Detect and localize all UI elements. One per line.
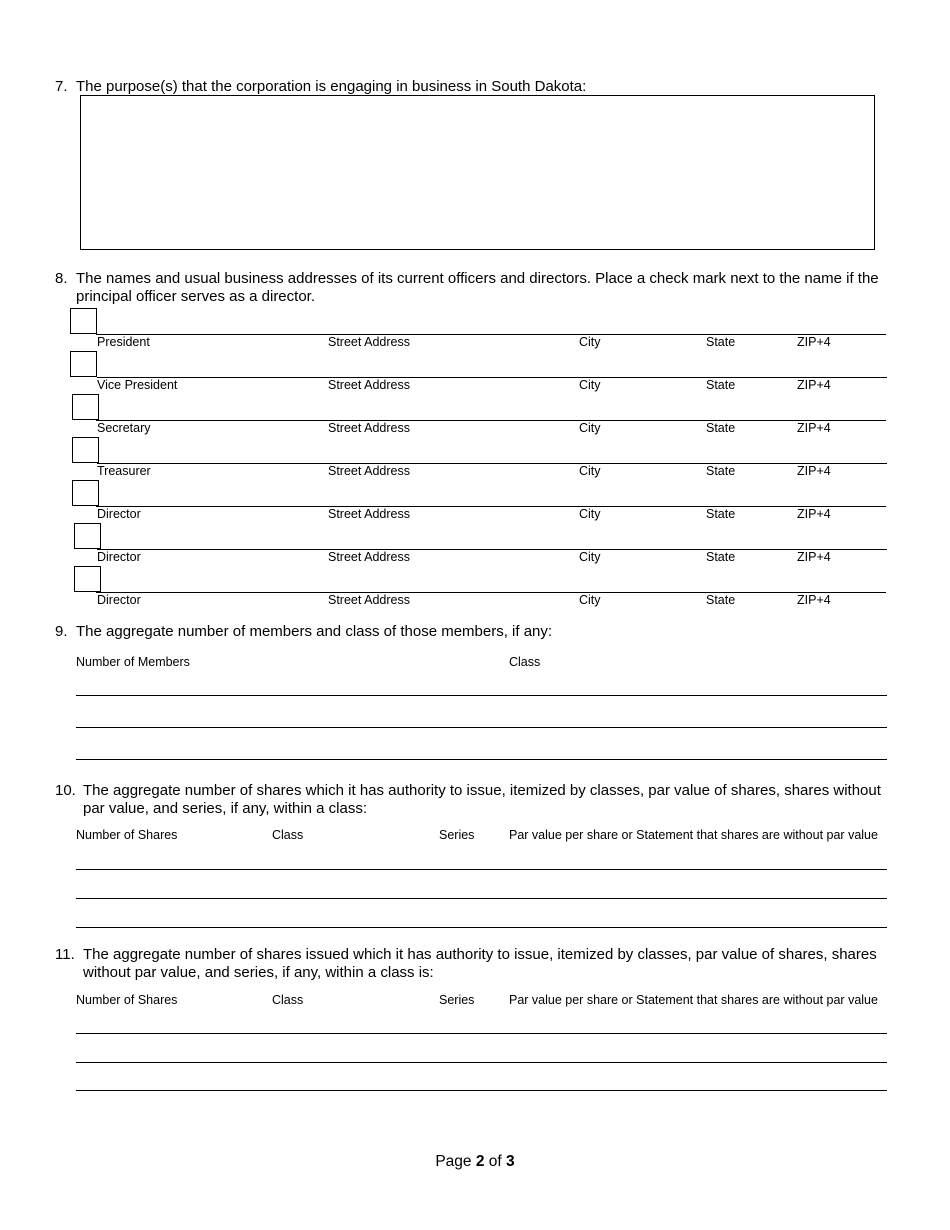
city-label: City xyxy=(579,464,601,478)
officer-row-line[interactable] xyxy=(97,549,887,550)
q11-series-header: Series xyxy=(439,993,475,1007)
footer-page-word: Page xyxy=(435,1153,472,1170)
street-address-label: Street Address xyxy=(328,378,410,392)
zip-label: ZIP+4 xyxy=(797,378,831,392)
question-9-number: 9. xyxy=(55,623,68,640)
director-checkbox[interactable] xyxy=(72,394,99,420)
question-9-text: The aggregate number of members and class of those members, if any: xyxy=(76,623,553,640)
director-checkbox[interactable] xyxy=(70,308,97,334)
zip-label: ZIP+4 xyxy=(797,421,831,435)
question-8 xyxy=(55,270,895,310)
q10-line-3[interactable] xyxy=(76,927,887,928)
q11-line-2[interactable] xyxy=(76,1062,887,1063)
director-checkbox[interactable] xyxy=(72,437,99,463)
city-label: City xyxy=(579,335,601,349)
q10-line-1[interactable] xyxy=(76,869,887,870)
footer-of-word: of xyxy=(488,1153,502,1170)
question-11-text: The aggregate number of shares issued which it has authority to issue, itemized by classes, par value of shares, shares without par value, and series, if any, within a class is: xyxy=(83,946,877,981)
street-address-label: Street Address xyxy=(328,507,410,521)
zip-label: ZIP+4 xyxy=(797,550,831,564)
question-9 xyxy=(55,623,895,643)
state-label: State xyxy=(706,550,736,564)
members-line-3[interactable] xyxy=(76,759,887,760)
officer-role-label: Director xyxy=(97,593,141,607)
q10-par-header: Par value per share or Statement that shares are without par value xyxy=(509,828,878,842)
officer-role-label: Treasurer xyxy=(97,464,151,478)
zip-label: ZIP+4 xyxy=(797,335,831,349)
officer-role-label: Director xyxy=(97,507,141,521)
members-class-header: Class xyxy=(509,655,541,669)
question-10-number: 10. xyxy=(55,782,76,799)
q11-par-header: Par value per share or Statement that shares are without par value xyxy=(509,993,878,1007)
officer-row-line[interactable] xyxy=(96,420,886,421)
q11-class-header: Class xyxy=(272,993,304,1007)
officer-row-line[interactable] xyxy=(96,592,886,593)
city-label: City xyxy=(579,550,601,564)
city-label: City xyxy=(579,507,601,521)
state-label: State xyxy=(706,378,736,392)
q11-shares-header: Number of Shares xyxy=(76,993,178,1007)
city-label: City xyxy=(579,378,601,392)
zip-label: ZIP+4 xyxy=(797,464,831,478)
q11-line-3[interactable] xyxy=(76,1090,887,1091)
question-10-text: The aggregate number of shares which it has authority to issue, itemized by classes, par value of shares, shares without par value, and series, if any, within a class: xyxy=(83,782,881,817)
zip-label: ZIP+4 xyxy=(797,593,831,607)
director-checkbox[interactable] xyxy=(70,351,97,377)
question-10 xyxy=(55,782,895,822)
question-8-number: 8. xyxy=(55,270,68,287)
officer-row-line[interactable] xyxy=(97,377,887,378)
q10-shares-header: Number of Shares xyxy=(76,828,178,842)
question-11-number: 11. xyxy=(55,946,75,963)
director-checkbox[interactable] xyxy=(74,566,101,592)
state-label: State xyxy=(706,507,736,521)
question-7-number: 7. xyxy=(55,78,68,95)
state-label: State xyxy=(706,464,736,478)
city-label: City xyxy=(579,421,601,435)
officer-row-line[interactable] xyxy=(96,506,886,507)
members-line-2[interactable] xyxy=(76,727,887,728)
footer-page-number: 2 xyxy=(475,1153,485,1170)
officer-role-label: Director xyxy=(97,550,141,564)
state-label: State xyxy=(706,421,736,435)
street-address-label: Street Address xyxy=(328,421,410,435)
footer-page-total: 3 xyxy=(506,1153,515,1170)
members-count-header: Number of Members xyxy=(76,655,190,669)
street-address-label: Street Address xyxy=(328,464,410,478)
street-address-label: Street Address xyxy=(328,593,410,607)
officer-row-line[interactable] xyxy=(96,334,886,335)
state-label: State xyxy=(706,335,736,349)
street-address-label: Street Address xyxy=(328,335,410,349)
officer-role-label: President xyxy=(97,335,150,349)
director-checkbox[interactable] xyxy=(72,480,99,506)
q10-class-header: Class xyxy=(272,828,304,842)
purpose-textbox[interactable] xyxy=(80,95,875,250)
q10-line-2[interactable] xyxy=(76,898,887,899)
page-footer xyxy=(0,1153,950,1171)
members-line-1[interactable] xyxy=(76,695,887,696)
question-7-text: The purpose(s) that the corporation is engaging in business in South Dakota: xyxy=(76,78,587,95)
q10-series-header: Series xyxy=(439,828,475,842)
officer-row-line[interactable] xyxy=(97,463,887,464)
city-label: City xyxy=(579,593,601,607)
state-label: State xyxy=(706,593,736,607)
zip-label: ZIP+4 xyxy=(797,507,831,521)
q11-line-1[interactable] xyxy=(76,1033,887,1034)
question-8-text: The names and usual business addresses of its current officers and directors. Place a check mark next to the name if the principal officer serves as a director. xyxy=(76,270,879,305)
officer-role-label: Secretary xyxy=(97,421,151,435)
street-address-label: Street Address xyxy=(328,550,410,564)
question-11 xyxy=(55,946,895,986)
director-checkbox[interactable] xyxy=(74,523,101,549)
officer-role-label: Vice President xyxy=(97,378,178,392)
